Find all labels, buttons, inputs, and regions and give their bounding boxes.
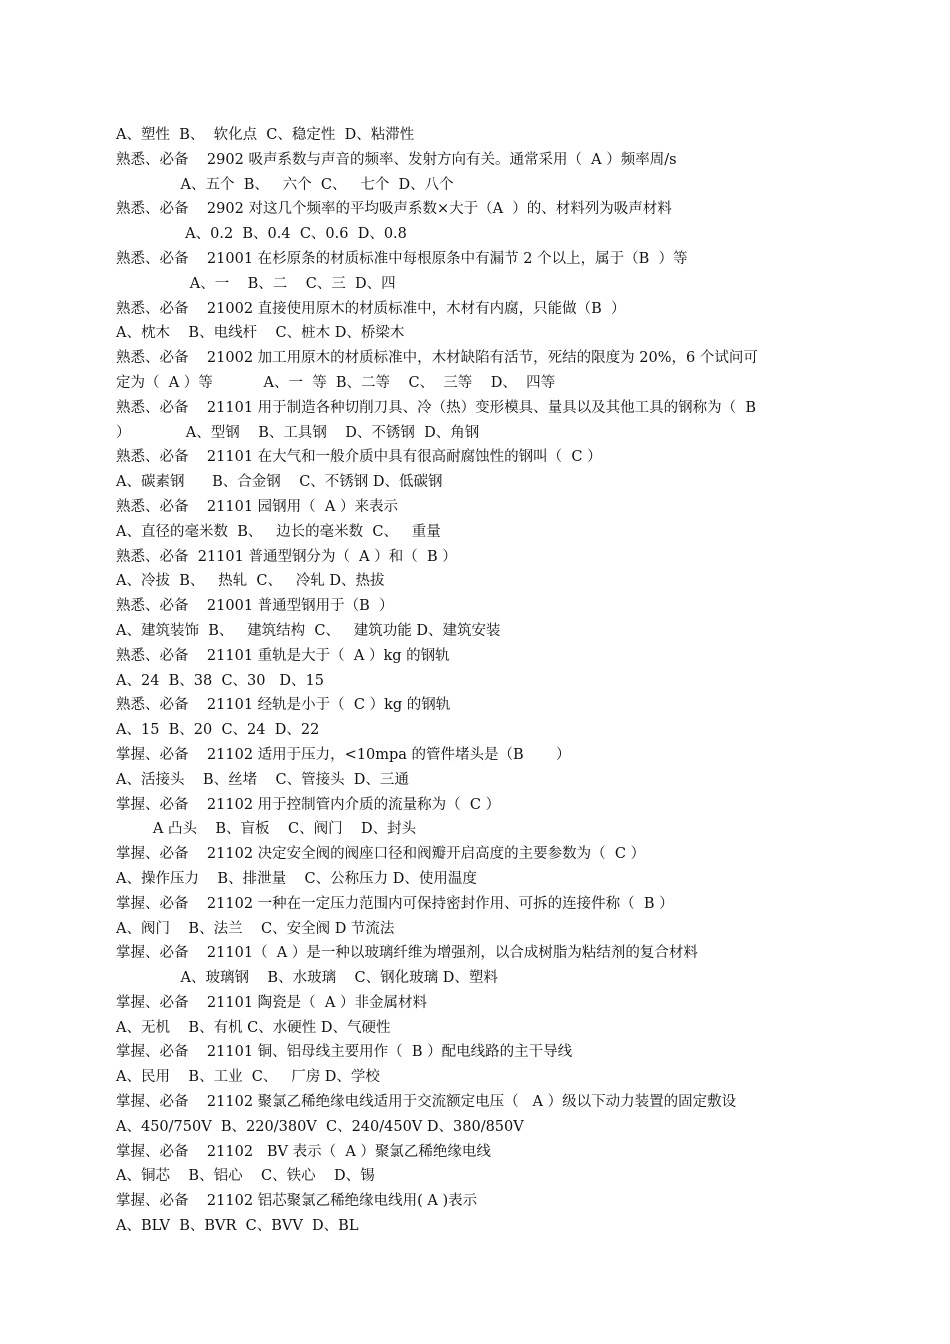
text-line: A、冷拔 B、 热轧 C、 冷轧 D、热拔 (116, 573, 385, 590)
text-line: 熟悉、必备 21101 普通型钢分为（ A ）和（ B ） (116, 548, 457, 565)
text-line: A、450/750V B、220/380V C、240/450V D、380/850V (116, 1118, 524, 1135)
text-line: A、玻璃钢 B、水玻璃 C、钢化玻璃 D、塑料 (116, 970, 498, 987)
text-line: 熟悉、必备 21101 在大气和一般介质中具有很高耐腐蚀性的钢叫（ C ） (116, 449, 602, 466)
text-line: 掌握、必备 21102 BV 表示（ A ）聚氯乙稀绝缘电线 (116, 1143, 491, 1160)
text-line: A、无机 B、有机 C、水硬性 D、气硬性 (116, 1019, 391, 1036)
text-line: A 凸头 B、盲板 C、阀门 D、封头 (116, 821, 417, 838)
text-line: A、五个 B、 六个 C、 七个 D、八个 (116, 176, 454, 193)
text-line: A、塑性 B、 软化点 C、稳定性 D、粘滞性 (116, 127, 415, 143)
document-page (116, 123, 856, 1239)
text-line: A、建筑装饰 B、 建筑结构 C、 建筑功能 D、建筑安装 (116, 622, 501, 639)
text-line: A、民用 B、工业 C、 厂房 D、学校 (116, 1069, 380, 1086)
text-line: 熟悉、必备 2902 吸声系数与声音的频率、发射方向有关。通常采用（ A ）频率周/s (116, 151, 677, 168)
text-line: 熟悉、必备 21101 用于制造各种切削刀具、冷（热）变形模具、量具以及其他工具的钢称为（ B (116, 399, 757, 416)
text-line: 掌握、必备 21102 适用于压力，<10mpa 的管件堵头是（B ） (116, 746, 571, 763)
text-line: A、一 B、二 C、三 D、四 (116, 275, 396, 292)
text-line: 熟悉、必备 21101 经轨是小于（ C ）kg 的钢轨 (116, 697, 451, 714)
text-line: 掌握、必备 21102 聚氯乙稀绝缘电线适用于交流额定电压（ A ）级以下动力装置的固定敷设 (116, 1094, 737, 1111)
text-line: 熟悉、必备 2902 对这几个频率的平均吸声系数×大于（A ）的、材料列为吸声材料 (116, 201, 672, 218)
text-line: 掌握、必备 21101（ A ）是一种以玻璃纤维为增强剂，以合成树脂为粘结剂的复合材料 (116, 945, 698, 962)
text-line: 熟悉、必备 21002 直接使用原木的材质标准中，木材有内腐，只能做（B ） (116, 300, 626, 317)
text-line: A、直径的毫米数 B、 边长的毫米数 C、 重量 (116, 523, 441, 540)
text-line: 掌握、必备 21101 陶瓷是（ A ）非金属材料 (116, 994, 427, 1011)
text-line: A、铜芯 B、铝心 C、铁心 D、锡 (116, 1168, 375, 1185)
text-line: 定为（ A ）等 A、一 等 B、二等 C、 三等 D、 四等 (116, 374, 556, 391)
text-line: 掌握、必备 21102 铝芯聚氯乙稀绝缘电线用( A )表示 (116, 1193, 478, 1210)
text-line: A、碳素钢 B、合金钢 C、不锈钢 D、低碳钢 (116, 474, 443, 491)
text-line: A、操作压力 B、排泄量 C、公称压力 D、使用温度 (116, 870, 477, 887)
text-line: 熟悉、必备 21101 园钢用（ A ）来表示 (116, 498, 398, 515)
text-line: A、15 B、20 C、24 D、22 (116, 722, 320, 739)
text-line: ） A、型钢 B、工具钢 D、不锈钢 D、角钢 (116, 424, 480, 441)
text-line: 掌握、必备 21102 一种在一定压力范围内可保持密封作用、可拆的连接件称（ B ） (116, 895, 674, 912)
text-line: A、枕木 B、电线杆 C、桩木 D、桥梁木 (116, 325, 405, 342)
text-line: A、24 B、38 C、30 D、15 (116, 672, 324, 689)
text-line: 掌握、必备 21102 用于控制管内介质的流量称为（ C ） (116, 796, 501, 813)
text-line: 掌握、必备 21101 铜、铝母线主要用作（ B ）配电线路的主干导线 (116, 1044, 573, 1061)
text-line: 熟悉、必备 21001 在杉原条的材质标准中每根原条中有漏节 2 个以上，属于（B ）等 (116, 250, 688, 267)
text-line: 熟悉、必备 21001 普通型钢用于（B ） (116, 598, 394, 615)
text-line: 熟悉、必备 21002 加工用原木的材质标准中，木材缺陷有活节，死结的限度为 20%，6 个试问可 (116, 350, 758, 367)
text-line: A、0.2 B、0.4 C、0.6 D、0.8 (116, 226, 407, 243)
text-line: 熟悉、必备 21101 重轨是大于（ A ）kg 的钢轨 (116, 647, 450, 664)
text-line: A、BLV B、BVR C、BVV D、BL (116, 1218, 359, 1235)
text-line: A、活接头 B、丝堵 C、管接头 D、三通 (116, 771, 409, 788)
text-line: A、阀门 B、法兰 C、安全阀 D 节流法 (116, 920, 395, 937)
text-line: 掌握、必备 21102 决定安全阀的阀座口径和阀瓣开启高度的主要参数为（ C ） (116, 846, 646, 863)
